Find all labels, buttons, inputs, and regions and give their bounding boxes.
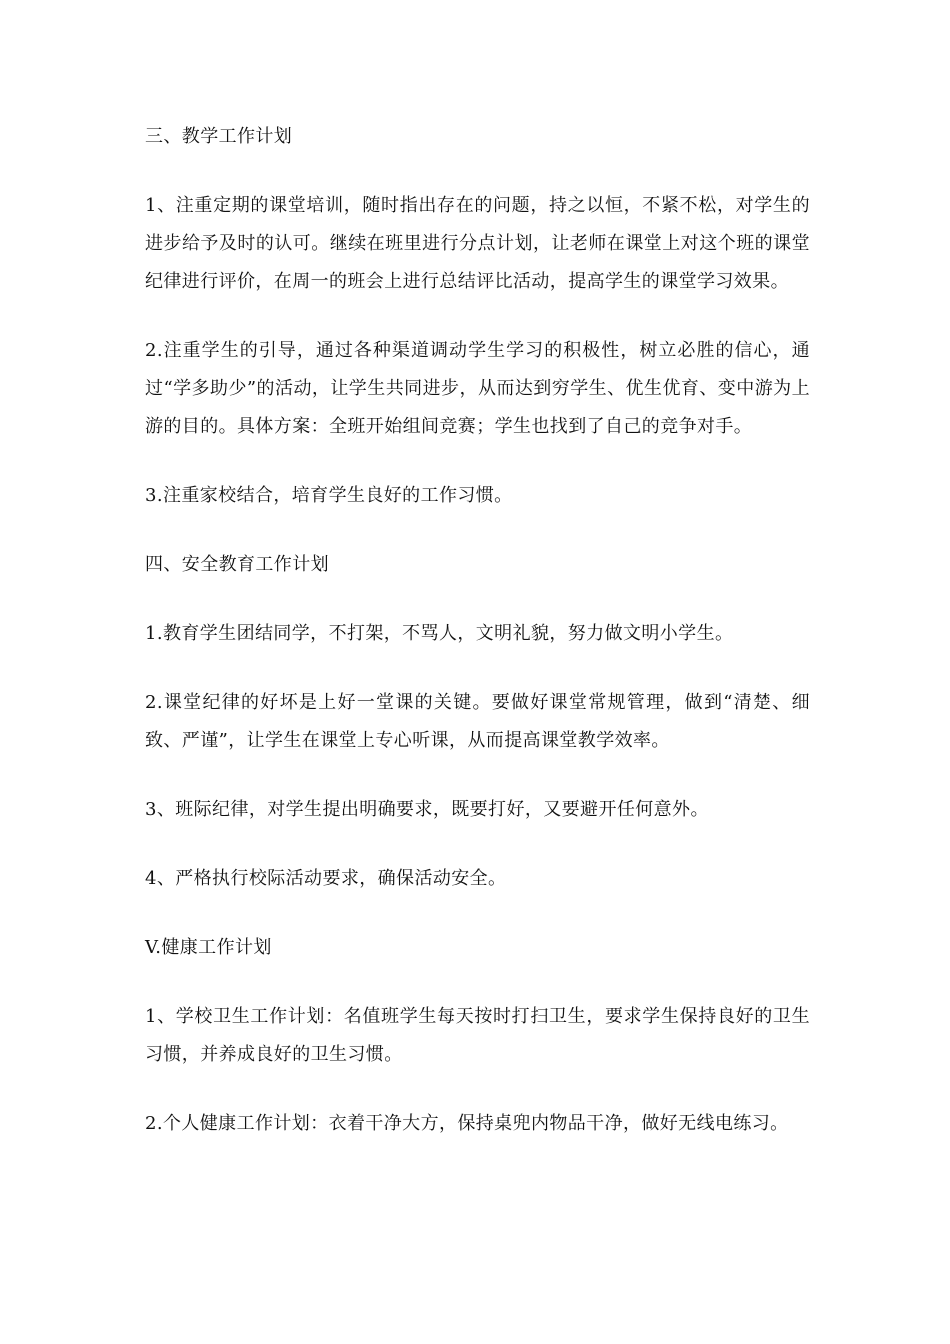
paragraph-safety-2: 2.课堂纪律的好坏是上好一堂课的关键。要做好课堂常规管理，做到“清楚、细致、严谨”，让学生在课堂上专心听课，从而提高课堂教学效率。 (145, 692, 810, 751)
document-body (145, 118, 810, 1174)
paragraph-health-1: 1、学校卫生工作计划：名值班学生每天按时打扫卫生，要求学生保持良好的卫生习惯，并养成良好的卫生习惯。 (145, 1006, 810, 1065)
paragraph-safety-4: 4、严格执行校际活动要求，确保活动安全。 (145, 868, 507, 889)
section-heading-safety-plan: 四、安全教育工作计划 (145, 554, 329, 575)
paragraph-safety-1: 1.教育学生团结同学，不打架，不骂人，文明礼貌，努力做文明小学生。 (145, 623, 734, 644)
section-heading-teaching-plan: 三、教学工作计划 (145, 126, 293, 147)
paragraph-safety-3: 3、班际纪律，对学生提出明确要求，既要打好，又要避开任何意外。 (145, 799, 709, 820)
paragraph-teaching-2: 2.注重学生的引导，通过各种渠道调动学生学习的积极性，树立必胜的信心，通过“学多助少”的活动，让学生共同进步，从而达到穷学生、优生优育、变中游为上游的目的。具体方案：全班开始组间竞赛；学生也找到了自己的竞争对手。 (145, 340, 810, 437)
paragraph-teaching-1: 1、注重定期的课堂培训，随时指出存在的问题，持之以恒，不紧不松，对学生的进步给予及时的认可。继续在班里进行分点计划，让老师在课堂上对这个班的课堂纪律进行评价，在周一的班会上进行总结评比活动，提高学生的课堂学习效果。 (145, 195, 810, 292)
section-heading-health-plan: V.健康工作计划 (145, 937, 272, 958)
paragraph-teaching-3: 3.注重家校结合，培育学生良好的工作习惯。 (145, 485, 513, 506)
paragraph-health-2: 2.个人健康工作计划：衣着干净大方，保持桌兜内物品干净，做好无线电练习。 (145, 1113, 789, 1134)
